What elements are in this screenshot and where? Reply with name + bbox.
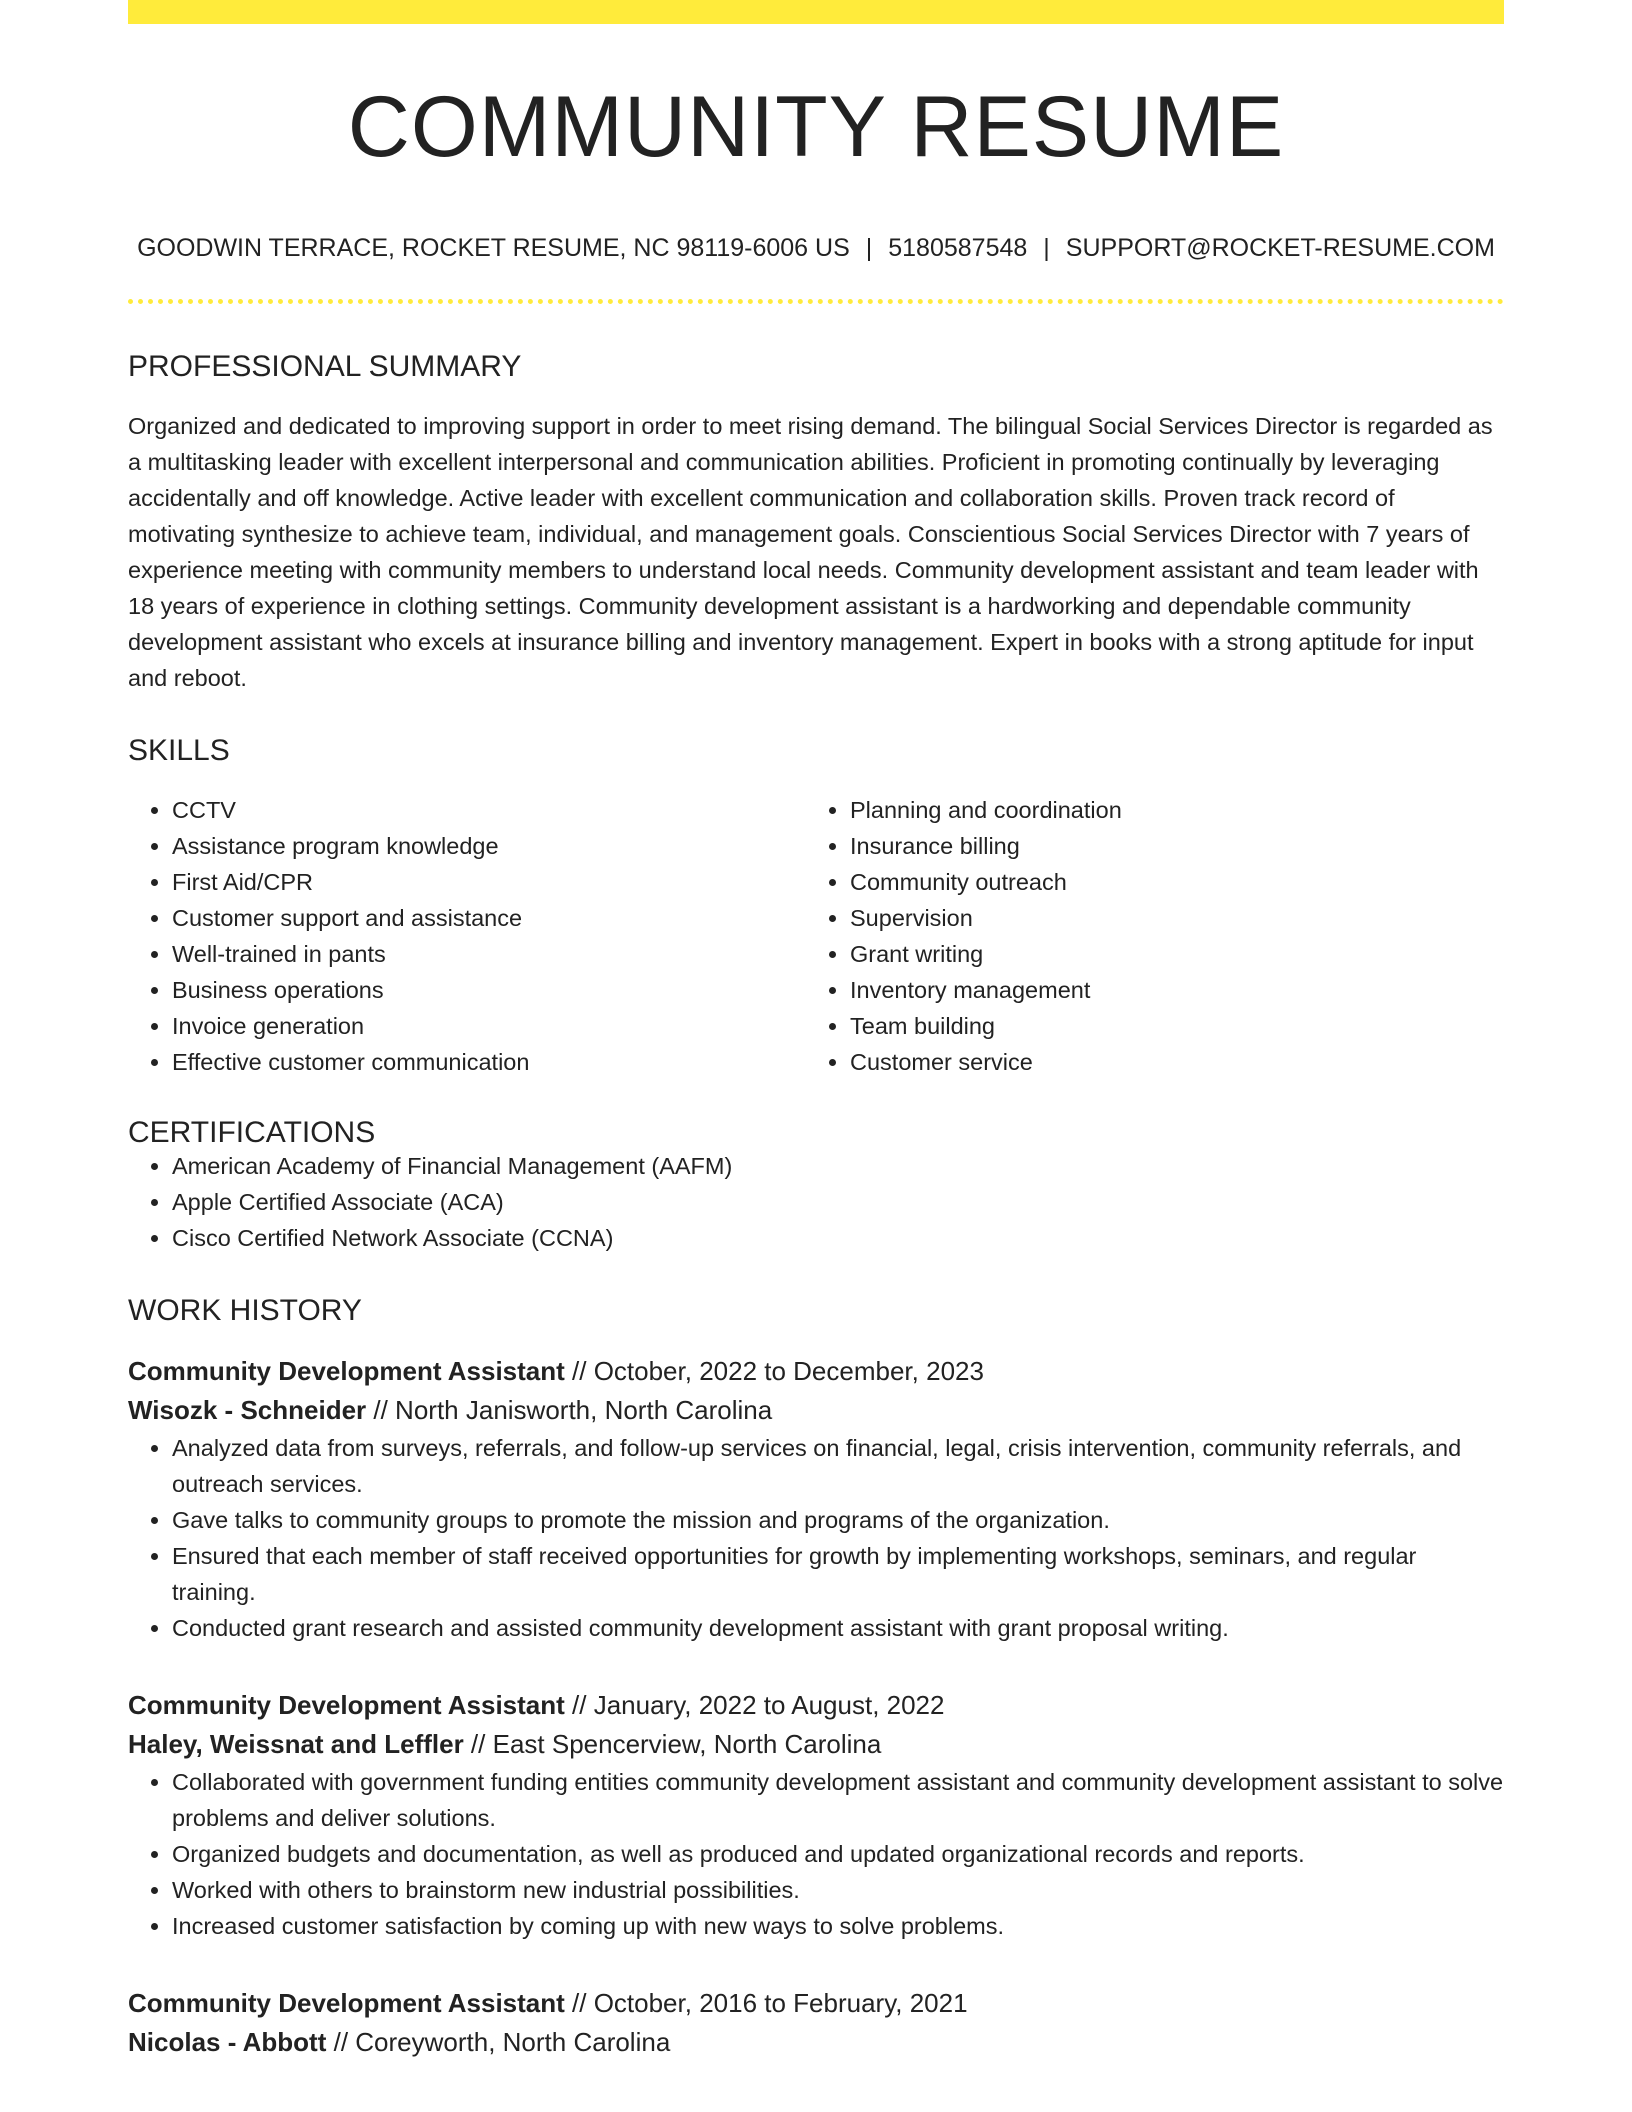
list-item: • CCTV (172, 792, 806, 828)
job-entry (128, 1686, 1504, 1944)
list-item: • Assistance program knowledge (172, 828, 806, 864)
list-item: • Grant writing (850, 936, 1484, 972)
contact-phone: 5180587548 (888, 234, 1028, 262)
list-item: • Cisco Certified Network Associate (CCNA) (172, 1220, 1504, 1256)
certifications-heading: CERTIFICATIONS (128, 1116, 376, 1149)
list-item: • American Academy of Financial Management (AAFM) (172, 1148, 1504, 1184)
skills-right-column (806, 792, 1484, 1080)
job-duty: • Increased customer satisfaction by coming up with new ways to solve problems. (172, 1908, 1504, 1944)
job-company: Haley, Weissnat and Leffler (128, 1729, 464, 1759)
list-item: • Invoice generation (172, 1008, 806, 1044)
job-duty: • Ensured that each member of staff received opportunities for growth by implementing workshops, seminars, and regular training. (172, 1538, 1504, 1610)
resume-page (128, 0, 1504, 2062)
job-title-line (128, 1984, 1504, 2023)
job-dates: // January, 2022 to August, 2022 (564, 1690, 945, 1720)
job-company-line (128, 1391, 1504, 1430)
job-title-line (128, 1352, 1504, 1391)
contact-address: GOODWIN TERRACE, ROCKET RESUME, NC 98119-6006 US (137, 234, 850, 262)
job-company: Nicolas - Abbott (128, 2027, 327, 2057)
job-role: Community Development Assistant (128, 1356, 565, 1386)
job-duty: • Worked with others to brainstorm new industrial possibilities. (172, 1872, 1504, 1908)
work-history-heading: WORK HISTORY (128, 1294, 362, 1327)
list-item: • Supervision (850, 900, 1484, 936)
dotted-divider (128, 299, 1504, 304)
top-accent-bar (128, 0, 1504, 24)
job-location: // Coreyworth, North Carolina (326, 2027, 671, 2057)
resume-name: COMMUNITY RESUME (347, 79, 1285, 175)
list-item: • Effective customer communication (172, 1044, 806, 1080)
summary-text: Organized and dedicated to improving support in order to meet rising demand. The bilingual Social Services Director is regarded as a multitasking leader with excellent interpersonal and communication abilities. Proficient in promoting continually by leveraging accidentally and off knowledge. Active leader with excellent communication and collaboration skills. Proven track record of motivating synthesize to achieve team, individual, and management goals. Conscientious Social Services Director with 7 years of experience meeting with community members to understand local needs. Community development assistant and team leader with 18 years of experience in clothing settings. Community development assistant is a hardworking and dependable community development assistant who excels at insurance billing and inventory management. Expert in books with a strong aptitude for input and reboot. (128, 413, 1493, 691)
summary-heading: PROFESSIONAL SUMMARY (128, 350, 522, 383)
list-item: • Well-trained in pants (172, 936, 806, 972)
job-duties-list (128, 1764, 1504, 1944)
list-item: • Business operations (172, 972, 806, 1008)
job-location: // North Janisworth, North Carolina (366, 1395, 773, 1425)
list-item: • Team building (850, 1008, 1484, 1044)
contact-separator: | (865, 234, 873, 262)
job-duty: • Conducted grant research and assisted community development assistant with grant proposal writing. (172, 1610, 1504, 1646)
list-item: • Customer service (850, 1044, 1484, 1080)
list-item: • Apple Certified Associate (ACA) (172, 1184, 1504, 1220)
skills-left-column (128, 792, 806, 1080)
job-duty: • Collaborated with government funding entities community development assistant and community development assistant to solve problems and deliver solutions. (172, 1764, 1504, 1836)
list-item: • Insurance billing (850, 828, 1484, 864)
job-title-line (128, 1686, 1504, 1725)
job-duty: • Organized budgets and documentation, as well as produced and updated organizational records and reports. (172, 1836, 1504, 1872)
contact-separator: | (1043, 234, 1050, 262)
job-company-line (128, 2023, 1504, 2062)
job-entry (128, 1984, 1504, 2062)
contact-line (128, 236, 1504, 261)
job-dates: // October, 2016 to February, 2021 (564, 1988, 968, 2018)
skills-heading: SKILLS (128, 734, 230, 767)
list-item: • Customer support and assistance (172, 900, 806, 936)
skills-right-list (806, 792, 1484, 1080)
contact-email: SUPPORT@ROCKET-RESUME.COM (1065, 234, 1495, 262)
skills-columns (128, 792, 1504, 1080)
job-role: Community Development Assistant (128, 1988, 565, 2018)
job-duty: • Analyzed data from surveys, referrals, and follow-up services on financial, legal, crisis intervention, community referrals, and outreach services. (172, 1430, 1504, 1502)
certifications-list (128, 1148, 1504, 1256)
list-item: • Community outreach (850, 864, 1484, 900)
skills-left-list (128, 792, 806, 1080)
job-duties-list (128, 1430, 1504, 1646)
job-entry (128, 1352, 1504, 1646)
list-item: • First Aid/CPR (172, 864, 806, 900)
job-company: Wisozk - Schneider (128, 1395, 367, 1425)
job-company-line (128, 1725, 1504, 1764)
job-duty: • Gave talks to community groups to promote the mission and programs of the organization. (172, 1502, 1504, 1538)
list-item: • Planning and coordination (850, 792, 1484, 828)
work-history-list (128, 1352, 1504, 2062)
job-dates: // October, 2022 to December, 2023 (564, 1356, 984, 1386)
job-location: // East Spencerview, North Carolina (463, 1729, 882, 1759)
list-item: • Inventory management (850, 972, 1484, 1008)
job-role: Community Development Assistant (128, 1690, 565, 1720)
